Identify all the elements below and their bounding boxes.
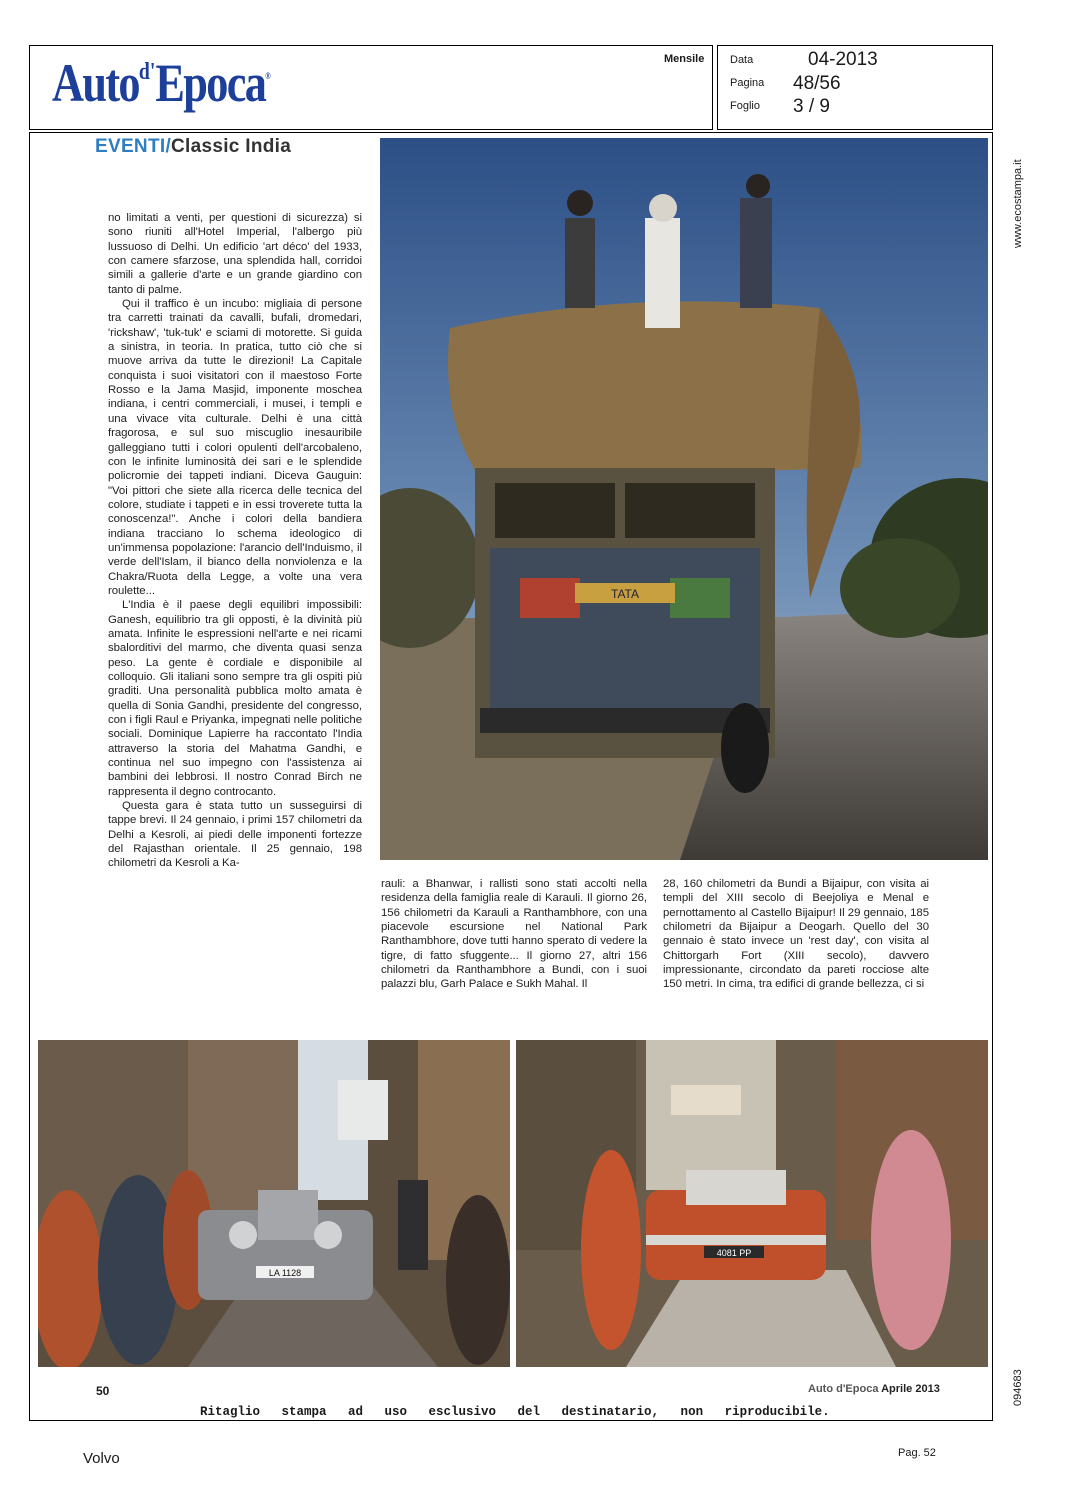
paragraph: L'India è il paese degli equilibri impossibili: Ganesh, equilibrio tra gli opposti, è la divinità più amata. Infinite le espressioni nell'arte e nei ricami sbalorditivi del marmo, che diventa quasi senza peso. La gente è cordiale e disponibile al colloquio. Gli italiani sono sempre tra gli ospiti più graditi. Una personalità pubblica molto amata è quella di Sonia Gandhi, presidente del congresso, con i figli Raul e Priyanka, impegnati nelle politiche sociali. Dominique Lapierre ha raccontato l'India attraverso la storia del Mahatma Gandhi, e continua nel suo impegno con l'assistenza ai bambini dei lebbrosi. Il nostro Conrad Birch ne rappresenta il degno controcanto. bbox=[108, 599, 362, 798]
paragraph: Qui il traffico è un incubo: migliaia di persone tra carretti trainati da cavalli, bufali, dromedari, 'rickshaw', 'tuk-tuk' e sciami di motorette. Si guida a sinistra, in teoria. In pratica, tutto ciò che si muove arriva da tutte le direzioni! La Capitale conquista i suoi visitatori con il maestoso Forte Rosso e la Jama Masjid, imponente moschea indiana, i centri commerciali, i musei, i templi e una vivace vita culturale. Delhi è una città fragorosa, e sul suo miscuglio inesauribile galleggiano tutti i colori opulenti dell'arcobaleno, con le infinite luminosità dei sari e le splendide policromie dei tappeti indiani. Diceva Gauguin: "Voi pittori che siete alla ricerca delle tecnica del colore, studiate i tappeti e in essi troverete tutta la conoscenza!". Anche i colori della bandiera indiana tracciano lo schema ideologico di un'immensa popolazione: l'arancio dell'Induismo, il verde dell'Islam, il bianco della nonviolenza e la Chakra/Ruota della Legge, a volte una vera roulette... bbox=[108, 298, 362, 597]
article-column-1 bbox=[108, 211, 362, 871]
article-column-3 bbox=[663, 877, 929, 992]
date-value: 04-2013 bbox=[808, 49, 878, 70]
sheet-value: 3 / 9 bbox=[793, 96, 830, 117]
vintage-car-street-photo bbox=[38, 1040, 510, 1367]
magazine-footer: Auto d'Epoca Aprile 2013 bbox=[808, 1383, 940, 1395]
source-url: www.ecostampa.it bbox=[1012, 159, 1024, 248]
article-title: EVENTI/Classic India bbox=[95, 136, 292, 157]
masthead-logo: Auto$^{d'}$Epoca® bbox=[52, 53, 270, 113]
clipping-page-number: Pag. 52 bbox=[898, 1447, 936, 1459]
document-code: 094683 bbox=[1012, 1369, 1024, 1406]
truck-photo bbox=[380, 138, 988, 860]
paragraph: Questa gara è stata tutto un susseguirsi di tappe brevi. Il 24 gennaio, i primi 157 chilometri da Delhi a Kesroli, ai piedi delle imponenti fortezze del Rajasthan orientale. Il 25 gennaio, 198 chilometri da Kesroli a Ka- bbox=[108, 800, 362, 870]
article-column-2 bbox=[381, 877, 647, 992]
page-label: Pagina bbox=[730, 77, 765, 89]
paragraph: rauli: a Bhanwar, i rallisti sono stati accolti nella residenza della famiglia reale di Karauli. Il giorno 26, 156 chilometri da Karauli a Ranthambhore, con una piacevole escursione nel National Park Ranthambhore, dove tutti hanno sperato di vedere la tigre, di fatto sfuggente... Il giorno 27, altri 156 chilometri da Ranthambhore a Bundi, con i suoi palazzi blu, Garh Palace e Sukh Mahal. Il bbox=[381, 878, 647, 991]
paragraph: 28, 160 chilometri da Bundi a Bijaipur, con visita ai templi del XIII secolo di Beejoliya e Menal e pernottamento al Castello Bijaipur! Il 29 gennaio, 185 chilometri da Bijaipur a Deogarh. Quello del 30 gennaio è stato invece un 'rest day', con visita al Chittorgarh Fort (XIII secolo), davvero impressionante, circondato da pareti rocciose alte 150 metri. In cima, tra edifici di grande bellezza, ci si bbox=[663, 878, 929, 991]
car-plate-2: 4081 PP bbox=[716, 1248, 752, 1258]
truck-badge: TATA bbox=[611, 587, 639, 601]
client-name: Volvo bbox=[83, 1450, 120, 1467]
paragraph: no limitati a venti, per questioni di sicurezza) si sono riuniti all'Hotel Imperial, l'albergo più lussuoso di Delhi. Un edificio 'art déco' del 1933, con camere sfarzose, una splendida hall, corridoi simili a gallerie d'arte e un grande giardino con tanto di palme. bbox=[108, 212, 362, 296]
section-label: EVENTI bbox=[95, 136, 166, 157]
page-number: 50 bbox=[96, 1384, 110, 1398]
frequency-label: Mensile bbox=[664, 53, 705, 65]
page-value: 48/56 bbox=[793, 73, 841, 94]
date-label: Data bbox=[730, 54, 754, 66]
mercedes-street-photo bbox=[516, 1040, 988, 1367]
article-title-text: Classic India bbox=[171, 136, 292, 157]
press-clipping-notice: Ritaglio stampa ad uso esclusivo del destinatario, non riproducibile. bbox=[200, 1405, 830, 1419]
car-plate-1: LA 1128 bbox=[268, 1268, 302, 1278]
sheet-label: Foglio bbox=[730, 100, 760, 112]
